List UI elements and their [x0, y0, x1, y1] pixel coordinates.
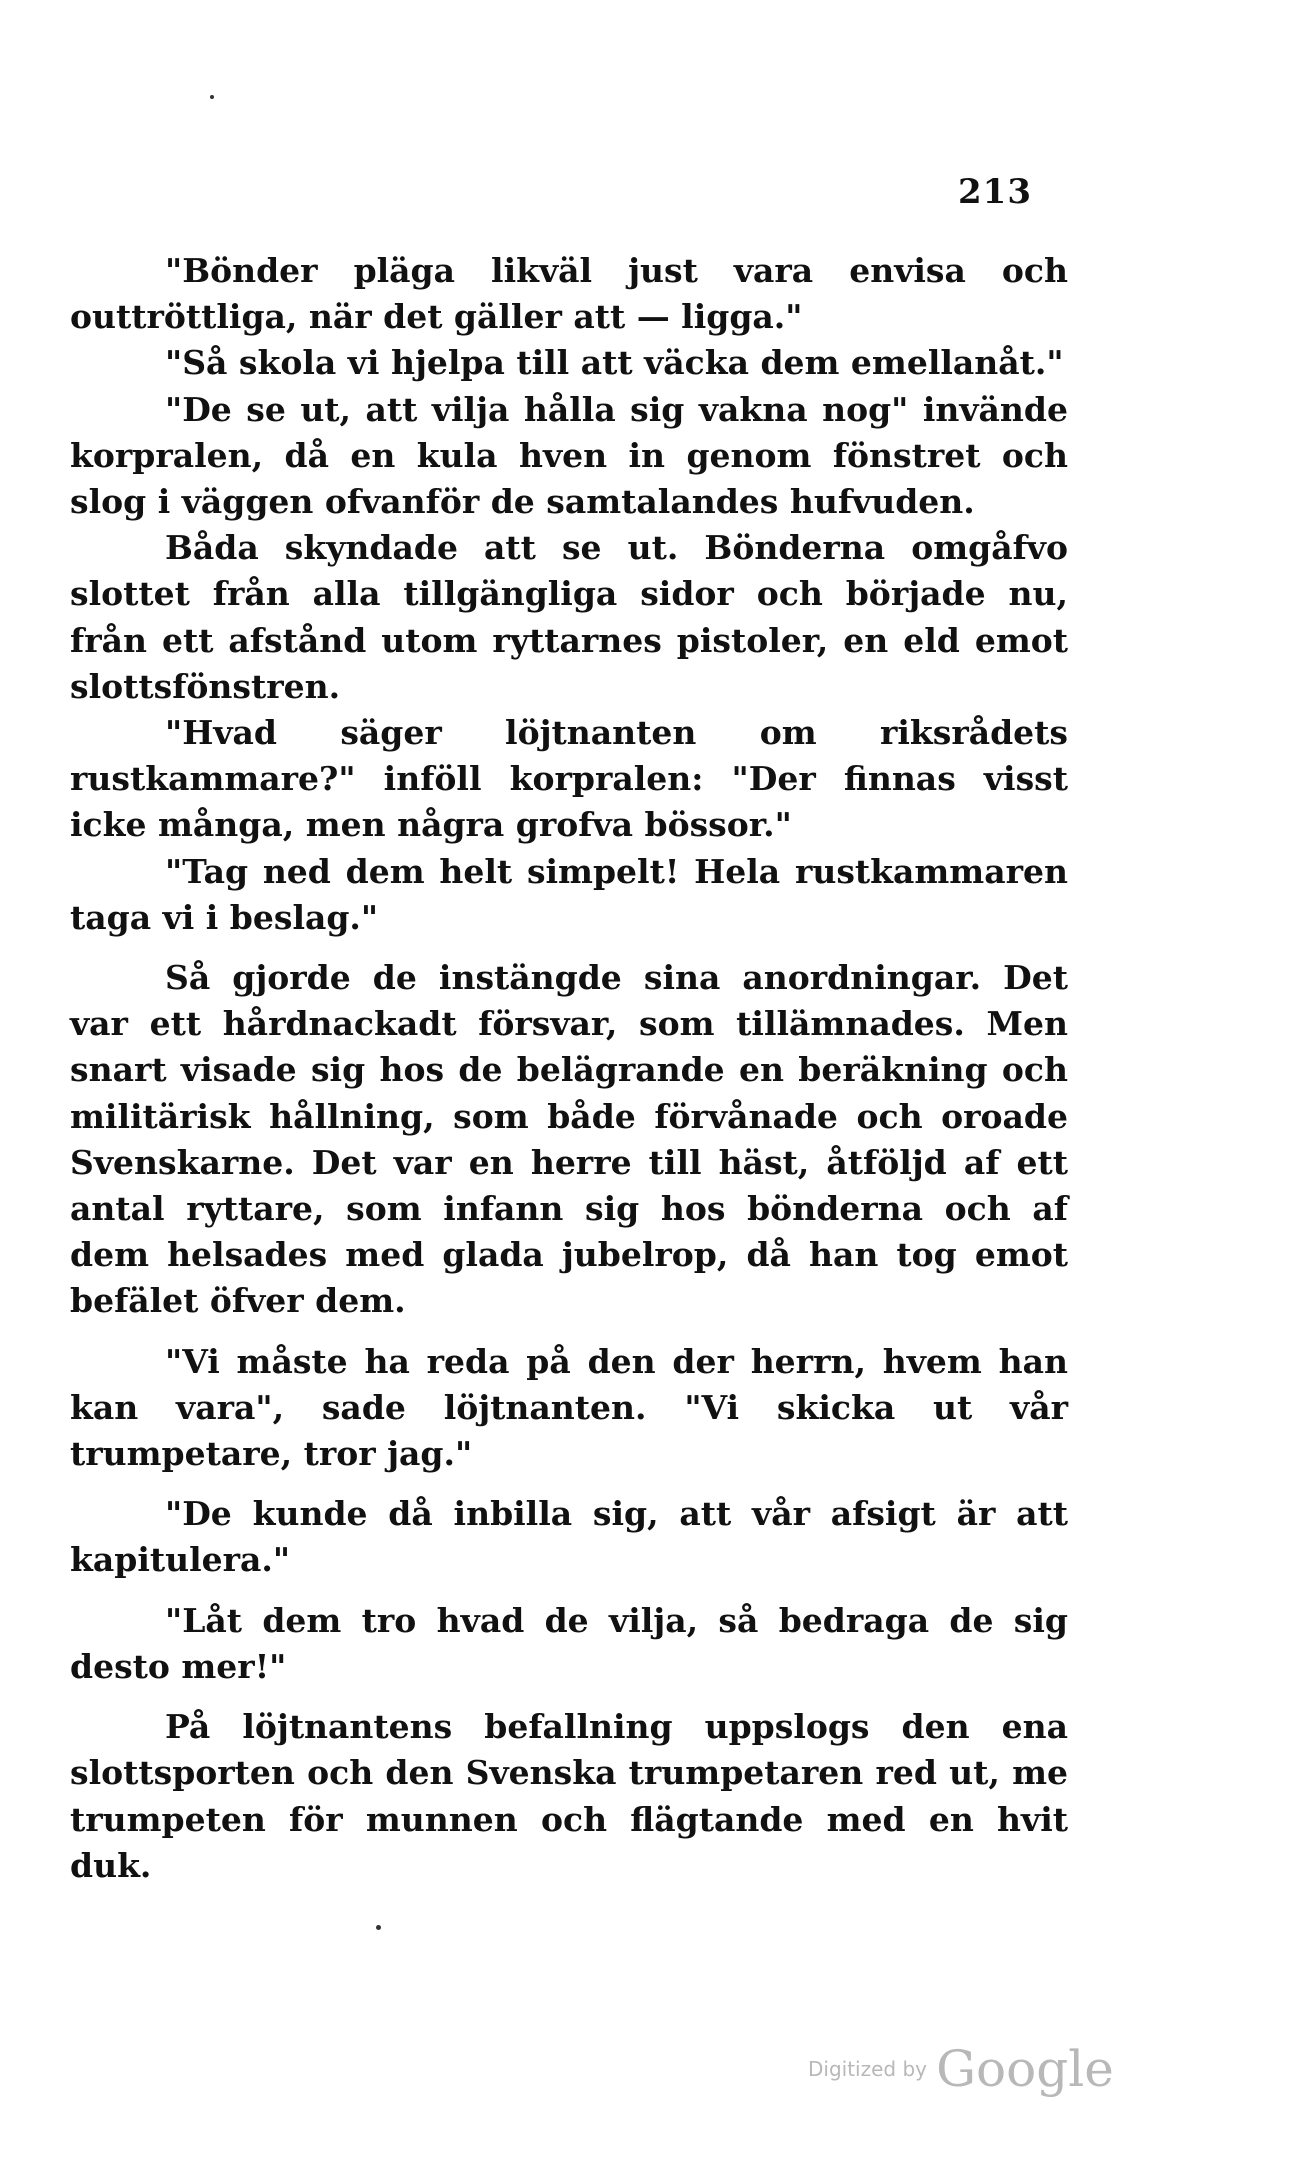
- paragraph: "Tag ned dem helt simpelt! Hela rustkammaren taga vi i beslag.": [70, 851, 1068, 937]
- google-logo: Google: [936, 2040, 1114, 2098]
- body-text: [70, 248, 1068, 1889]
- ink-speck: [376, 1925, 381, 1930]
- paragraph: "Bönder pläga likväl just vara envisa och outtröttliga, när det gäller att — ligga.": [70, 251, 1068, 337]
- paragraph: Så gjorde de instängde sina anordningar. Det var ett hårdnackadt försvar, som tillämnades. Men snart visade sig hos de belägrande en beräkning och militärisk hållning, som både förvånade och oroade Svenskarne. Det var en herre till häst, åtföljd af ett antal ryttare, som infann sig hos bönderna och af dem helsades med glada jubelrop, då han tog emot befälet öfver dem.: [70, 958, 1068, 1321]
- paragraph: "Så skola vi hjelpa till att väcka dem emellanåt.": [165, 343, 1064, 383]
- paragraph: "Låt dem tro hvad de vilja, så bedraga de sig desto mer!": [70, 1600, 1068, 1686]
- watermark-prefix: Digitized by: [808, 2057, 927, 2081]
- paragraph: Båda skyndade att se ut. Bönderna omgåfvo slottet från alla tillgängliga sidor och började nu, från ett afstånd utom ryttarnes pistoler, en eld emot slottsfönstren.: [70, 528, 1068, 706]
- paragraph: "De se ut, att vilja hålla sig vakna nog" invände korpralen, då en kula hven in genom fönstret och slog i väggen ofvanför de samtalandes hufvuden.: [70, 389, 1068, 522]
- paragraph: "De kunde då inbilla sig, att vår afsigt är att kapitulera.": [70, 1494, 1068, 1580]
- paragraph: På löjtnantens befallning uppslogs den ena slottsporten och den Svenska trumpetaren red ut, me trumpeten för munnen och flägtande med en hvit duk.: [70, 1707, 1068, 1885]
- ink-speck: [210, 95, 214, 99]
- paragraph: "Vi måste ha reda på den der herrn, hvem han kan vara", sade löjtnanten. "Vi skicka ut vår trumpetare, tror jag.": [70, 1341, 1068, 1474]
- page-number: 213: [958, 172, 1032, 212]
- digitized-by-google-watermark: [808, 2040, 1114, 2098]
- paragraph: "Hvad säger löjtnanten om riksrådets rustkammare?" inföll korpralen: "Der finnas visst icke många, men några grofva bössor.": [70, 713, 1068, 845]
